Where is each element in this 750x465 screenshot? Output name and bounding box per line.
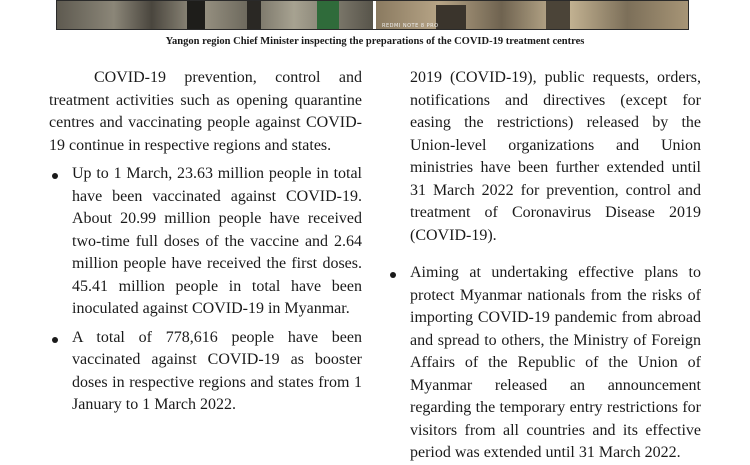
photo-right-panel [376, 1, 689, 30]
photo-caption: Yangon region Chief Minister inspecting the preparations of the COVID-19 treatment centres [165, 36, 585, 47]
photo-figure [247, 1, 261, 30]
bullet-icon [390, 272, 396, 278]
bullet-text: Up to 1 March, 23.63 million people in total have been vaccinated against COVID-19. About 20.99 million people have received two-time full doses of the vaccine and 2.64 million people have received the first doses. 45.41 million people in total have been inoculated against COVID-19 in Myanmar. [72, 165, 362, 317]
photo-figure [546, 1, 570, 30]
right-bullet-list [387, 262, 701, 465]
bullet-text: A total of 778,616 people have been vaccinated against COVID-19 as booster doses in respective regions and states from 1 January to 1 March 2022. [72, 328, 362, 413]
photo-figure [317, 1, 339, 30]
left-column [49, 67, 362, 417]
right-column [387, 67, 701, 465]
bullet-text: Aiming at undertaking effective plans to protect Myanmar nationals from the risks of importing COVID-19 pandemic from abroad and spread to others, the Ministry of Foreign Affairs of the Republic of the Union of Myanmar released an announcement regarding the temporary entry restrictions for visitors from all countries and its effective period was extended until 31 March 2022. [410, 264, 701, 461]
intro-paragraph: COVID-19 prevention, control and treatment activities such as opening quarantine centres and vaccinating people against COVID-19 continue in respective regions and states. [49, 69, 362, 154]
photo-left-panel [57, 1, 373, 30]
photo-figure [187, 1, 205, 30]
news-photo [56, 0, 689, 30]
bullet-item [49, 163, 362, 321]
camera-watermark: REDMI NOTE 8 PRO [382, 23, 439, 29]
bullet-item [49, 327, 362, 417]
bullet-icon [52, 337, 58, 343]
photo-figure [436, 5, 466, 30]
continuation-paragraph: 2019 (COVID-19), public requests, orders, notifications and directives (except for easing the restrictions) released by the Union-level organizations and Union ministries have been further extended until 31 March 2022 for prevention, control and treatment of Coronavirus Disease 2019 (COVID-19). [410, 69, 701, 244]
bullet-icon [52, 173, 58, 179]
bullet-item [387, 262, 701, 465]
left-bullet-list [49, 163, 362, 417]
